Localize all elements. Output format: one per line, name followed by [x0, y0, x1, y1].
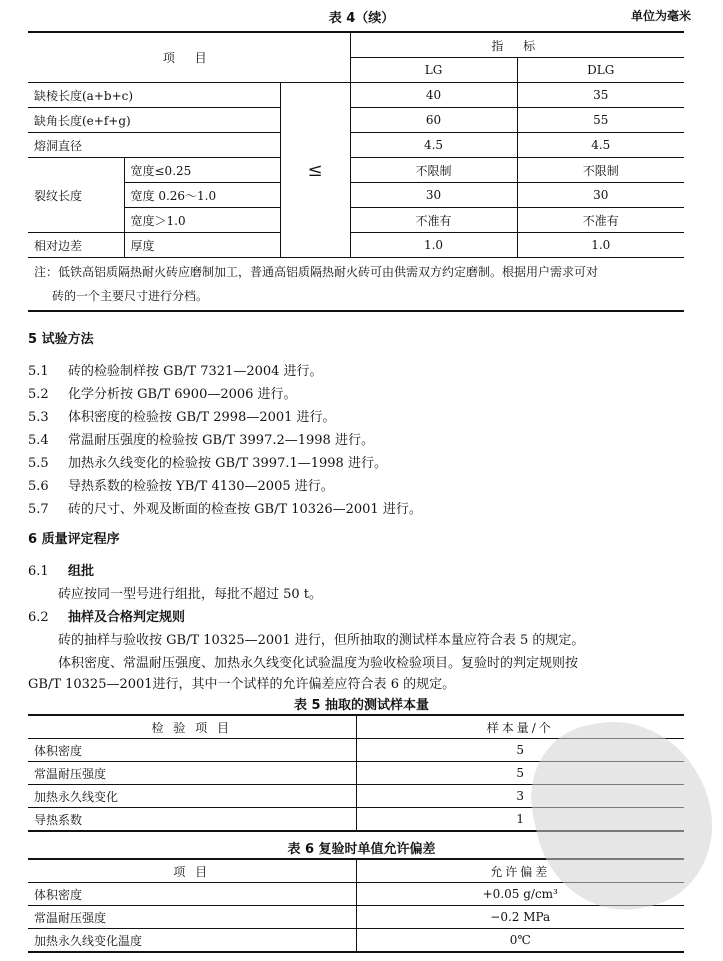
section5-item: 5.2 化学分析按 GB/T 6900—2006 进行。	[28, 387, 297, 402]
table6-caption: 表 6 复验时单值允许偏差	[287, 842, 436, 857]
table6-header-tolerance: 允许偏差	[356, 859, 684, 883]
table5-header-item: 检 验 项 目	[28, 715, 356, 739]
table4-header-item: 项 目	[28, 32, 350, 83]
table4-cell-dlg: 35	[517, 83, 684, 108]
table4-cell-dlg: 55	[517, 108, 684, 133]
crack-width: 宽度＞1.0	[124, 208, 280, 233]
section5-item: 5.7 砖的尺寸、外观及断面的检查按 GB/T 10326—2001 进行。	[28, 502, 422, 517]
section62-para1: 砖的抽样与验收按 GB/T 10325—2001 进行，但所抽取的测试样本量应符合表 5 的规定。	[58, 633, 585, 648]
crack-width: 宽度 0.26～1.0	[124, 183, 280, 208]
section6-title: 6 质量评定程序	[28, 532, 120, 547]
table4-cell-lg: 30	[350, 183, 517, 208]
section5-item: 5.4 常温耐压强度的检验按 GB/T 3997.2—1998 进行。	[28, 433, 374, 448]
table6-value: +0.05 g/cm³	[356, 883, 684, 906]
table4-header-index: 指 标	[350, 32, 684, 58]
section5-item: 5.5 加热永久线变化的检验按 GB/T 3997.1—1998 进行。	[28, 456, 387, 471]
table4-cell-lg: 60	[350, 108, 517, 133]
table5-caption: 表 5 抽取的测试样本量	[293, 698, 430, 713]
table6-item: 体积密度	[28, 883, 356, 906]
table5-item: 加热永久线变化	[28, 785, 356, 808]
table6-item: 加热永久线变化温度	[28, 929, 356, 953]
table6-value: −0.2 MPa	[356, 906, 684, 929]
edge-diff-sub: 厚度	[124, 233, 280, 258]
table5-value: 5	[356, 762, 684, 785]
section62-para2b: GB/T 10325—2001进行，其中一个试样的允许偏差应符合表 6 的规定。	[28, 677, 456, 692]
crack-width: 宽度≤0.25	[124, 158, 280, 183]
section61-text: 砖应按同一型号进行组批，每批不超过 50 t。	[58, 587, 323, 602]
table5-value: 1	[356, 808, 684, 832]
table4-cell-lg: 不准有	[350, 208, 517, 233]
edge-diff-label: 相对边差	[28, 233, 124, 258]
section62-heading: 6.2 抽样及合格判定规则	[28, 610, 186, 625]
table4-cell-lg: 1.0	[350, 233, 517, 258]
table5-value: 5	[356, 739, 684, 762]
table4-col-lg: LG	[350, 58, 517, 83]
table6-item: 常温耐压强度	[28, 906, 356, 929]
table4-cell-dlg: 1.0	[517, 233, 684, 258]
table4-row-label: 缺棱长度(a+b+c)	[28, 83, 280, 108]
table5-item: 常温耐压强度	[28, 762, 356, 785]
crack-length-label: 裂纹长度	[28, 158, 124, 233]
table4-cell-dlg: 不限制	[517, 158, 684, 183]
table4-cell-lg: 不限制	[350, 158, 517, 183]
note-line: 注：低铁高铝质隔热耐火砖应磨制加工，普通高铝质隔热耐火砖可由供需双方约定磨制。根据用户需求可对	[34, 265, 599, 279]
table4-note	[28, 258, 684, 312]
section5-item: 5.6 导热系数的检验按 YB/T 4130—2005 进行。	[28, 479, 334, 494]
table4-cell-dlg: 不准有	[517, 208, 684, 233]
table6-header-item: 项 目	[28, 859, 356, 883]
note-line: 砖的一个主要尺寸进行分档。	[52, 289, 209, 303]
table4-cell-lg: 4.5	[350, 133, 517, 158]
table4-unit: 单位为毫米	[630, 9, 691, 23]
table4-cell-dlg: 30	[517, 183, 684, 208]
table5-item: 体积密度	[28, 739, 356, 762]
table4-caption: 表 4（续）	[328, 11, 395, 26]
table4-cell-lg: 40	[350, 83, 517, 108]
table4-row-label: 缺角长度(e+f+g)	[28, 108, 280, 133]
section5-item: 5.1 砖的检验制样按 GB/T 7321—2004 进行。	[28, 364, 323, 379]
table6-value: 0℃	[356, 929, 684, 953]
section61-heading: 6.1 组批	[28, 564, 95, 579]
table5-header-size: 样本量/个	[356, 715, 684, 739]
table4-cell-dlg: 4.5	[517, 133, 684, 158]
table5-item: 导热系数	[28, 808, 356, 832]
leq-symbol: ≤	[280, 83, 350, 258]
table4	[28, 31, 684, 312]
section62-para2a: 体积密度、常温耐压强度、加热永久线变化试验温度为验收检验项目。复验时的判定规则按	[58, 656, 579, 671]
table5-value: 3	[356, 785, 684, 808]
table4-col-dlg: DLG	[517, 58, 684, 83]
table4-row-label: 熔洞直径	[28, 133, 280, 158]
section5-title: 5 试验方法	[28, 332, 94, 347]
section5-item: 5.3 体积密度的检验按 GB/T 2998—2001 进行。	[28, 410, 336, 425]
